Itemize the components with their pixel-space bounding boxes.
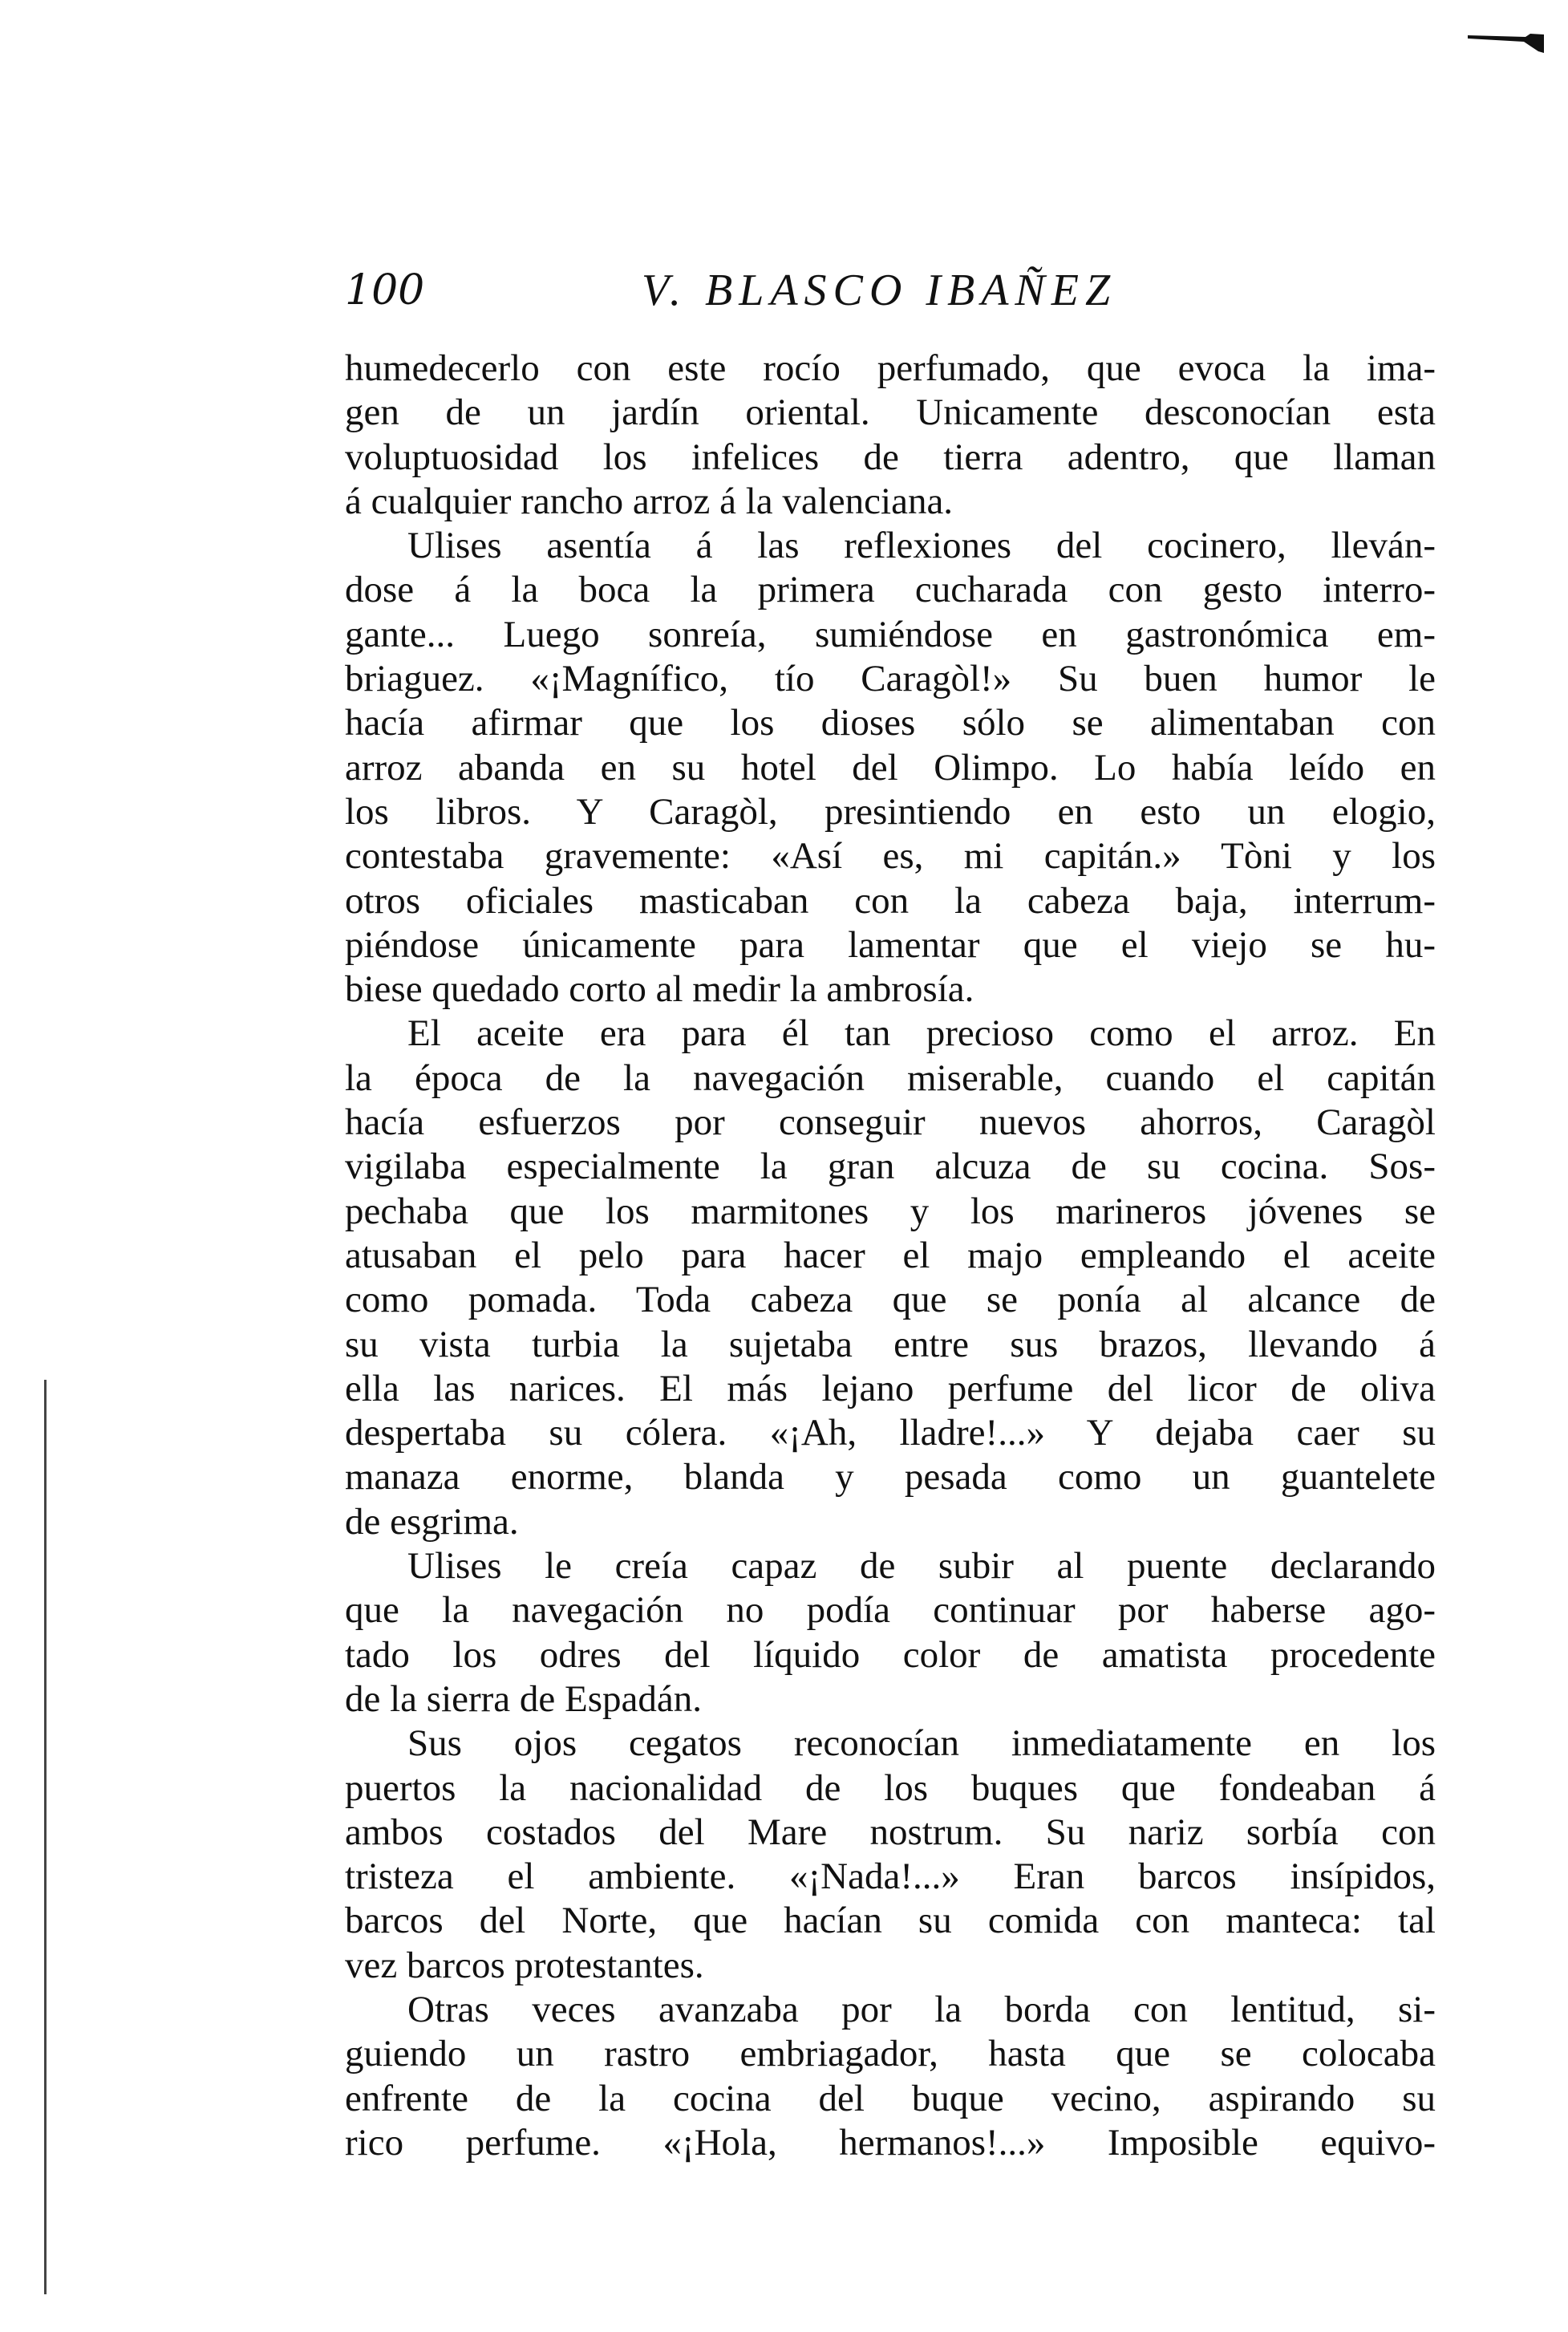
page-number: 100 — [345, 266, 425, 314]
text-line: como pomada. Toda cabeza que se ponía al alcance de — [345, 1279, 1436, 1321]
text-line: enfrente de la cocina del buque vecino, aspirando su — [345, 2077, 1436, 2119]
scan-corner-mark — [1468, 32, 1544, 55]
text-line: que la navegación no podía continuar por haberse ago- — [345, 1589, 1436, 1632]
text-line: gante... Luego sonreía, sumiéndose en gastronómica em- — [345, 613, 1436, 655]
text-line: briaguez. «¡Magnífico, tío Caragòl!» Su buen humor le — [345, 658, 1436, 700]
text-line: arroz abanda en su hotel del Olimpo. Lo había leído en — [345, 746, 1436, 789]
body-text — [345, 347, 1436, 2165]
text-line: Sus ojos cegatos reconocían inmediatamente en los — [407, 1722, 1436, 1765]
text-line: humedecerlo con este rocío perfumado, que evoca la ima- — [345, 347, 1436, 389]
page-header — [345, 258, 1436, 322]
text-line: El aceite era para él tan precioso como el arroz. En — [407, 1012, 1436, 1055]
text-line: despertaba su cólera. «¡Ah, lladre!...» Y dejaba caer su — [345, 1412, 1436, 1454]
text-line: voluptuosidad los infelices de tierra adentro, que llaman — [345, 436, 1436, 478]
text-line: hacía esfuerzos por conseguir nuevos ahorros, Caragòl — [345, 1101, 1436, 1144]
text-line: tado los odres del líquido color de amatista procedente — [345, 1633, 1436, 1676]
text-line: rico perfume. «¡Hola, hermanos!...» Imposible equivo- — [345, 2121, 1436, 2164]
text-line: de esgrima. — [345, 1500, 519, 1543]
text-line: biese quedado corto al medir la ambrosía. — [345, 968, 974, 1011]
text-line: los libros. Y Caragòl, presintiendo en esto un elogio, — [345, 790, 1436, 833]
text-line: contestaba gravemente: «Así es, mi capitán.» Tòni y los — [345, 835, 1436, 878]
text-line: vigilaba especialmente la gran alcuza de su cocina. Sos- — [345, 1146, 1436, 1188]
text-line: Ulises asentía á las reflexiones del cocinero, lleván- — [407, 525, 1436, 567]
text-line: vez barcos protestantes. — [345, 1944, 704, 1986]
text-line: á cualquier rancho arroz á la valenciana. — [345, 480, 954, 522]
text-line: hacía afirmar que los dioses sólo se alimentaban con — [345, 702, 1436, 744]
text-line: manaza enorme, blanda y pesada como un guantelete — [345, 1456, 1436, 1499]
text-line: ella las narices. El más lejano perfume del licor de oliva — [345, 1367, 1436, 1409]
text-line: atusaban el pelo para hacer el majo empleando el aceite — [345, 1234, 1436, 1276]
text-line: gen de un jardín oriental. Unicamente desconocían esta — [345, 391, 1436, 434]
text-line: piéndose únicamente para lamentar que el viejo se hu- — [345, 923, 1436, 966]
scan-margin-line — [44, 1380, 47, 2294]
text-line: otros oficiales masticaban con la cabeza baja, interrum- — [345, 879, 1436, 922]
text-line: tristeza el ambiente. «¡Nada!...» Eran barcos insípidos, — [345, 1855, 1436, 1898]
text-line: Otras veces avanzaba por la borda con lentitud, si- — [407, 1988, 1436, 2030]
text-line: dose á la boca la primera cucharada con gesto interro- — [345, 569, 1436, 611]
text-line: guiendo un rastro embriagador, hasta que se colocaba — [345, 2033, 1436, 2075]
text-line: barcos del Norte, que hacían su comida con manteca: tal — [345, 1900, 1436, 1942]
text-line: de la sierra de Espadán. — [345, 1677, 702, 1720]
text-line: la época de la navegación miserable, cuando el capitán — [345, 1056, 1436, 1099]
text-line: Ulises le creía capaz de subir al puente declarando — [407, 1545, 1436, 1588]
text-line: puertos la nacionalidad de los buques que fondeaban á — [345, 1766, 1436, 1809]
text-line: pechaba que los marmitones y los marineros jóvenes se — [345, 1190, 1436, 1232]
text-line: ambos costados del Mare nostrum. Su nariz sorbía con — [345, 1811, 1436, 1853]
running-head: V. BLASCO IBAÑEZ — [642, 266, 1117, 315]
text-line: su vista turbia la sujetaba entre sus brazos, llevando á — [345, 1323, 1436, 1365]
